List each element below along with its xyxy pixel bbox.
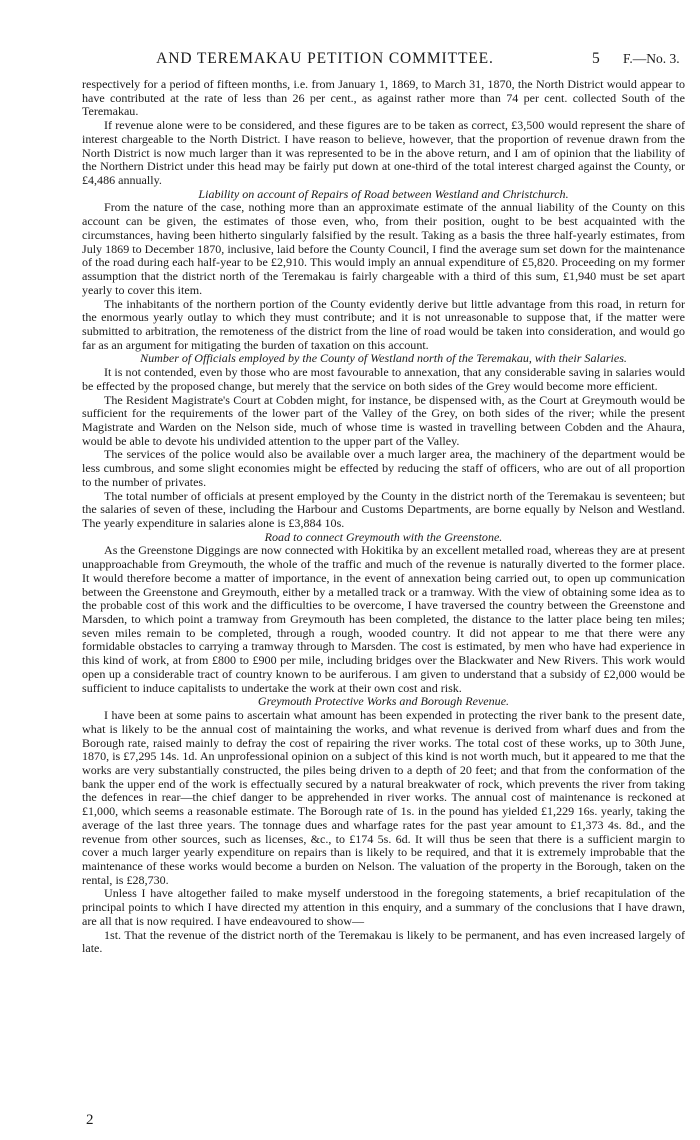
section-heading: Road to connect Greymouth with the Greenstone. xyxy=(264,529,503,544)
paragraph: As the Greenstone Diggings are now connected with Hokitika by an excellent metalled road, whereas they are at present unapproachable from Greymouth, the whole of the traffic and much of the revenue is naturally diverted to the former place. It would therefore become a matter of importance, in the event of annexation being carried out, to open up communication between the Greenstone and Greymouth, either by a metalled track or a tramway. With the view of obtaining some idea as to the probable cost of this work and the difficulties to be overcome, I have traversed the country between the Greenstone and Marsden, to which point a tramway from Greymouth has been completed, the distance to the latter place being ten miles; seven miles remain to be completed, through a rough, wooded country. It did not appear to me that there were any formidable obstacles to carrying a tramway through to Marsden. The cost is estimated, by men who have had experience in this kind of work, at from £800 to £900 per mile, including bridges over the Blackwater and New Rivers. This work would open up a considerable tract of country known to be auriferous. I am given to understand that a subsidy of £2,000 would be sufficient to induce capitalists to undertake the work at their own cost and risk. xyxy=(82,543,685,695)
running-title: AND TEREMAKAU PETITION COMMITTEE. xyxy=(156,50,494,67)
paragraph: 1st. That the revenue of the district north of the Teremakau is likely to be permanent, and has even increased largely of late. xyxy=(82,927,685,956)
paragraph: I have been at some pains to ascertain what amount has been expended in protecting the river bank to the present date, what is likely to be the annual cost of maintaining the works, and what revenue is derived from wharf dues and from the Borough rate, raised mainly to defray the cost of repairing the river works. The total cost of these works, up to 30th June, 1870, is £7,295 14s. 1d. An unprofessional opinion on a subject of this kind is not worth much, but it appeared to me that the works are very substantially constructed, the piles being driven to a depth of 20 feet; and that from the conformation of the bank the upper end of the work is effectually secured by a natural breakwater of rock, which prevents the river from taking the defences in rear—the chief danger to be apprehended in river works. The annual cost of maintenance is reckoned at £1,000, which seems a reasonable estimate. The Borough rate of 1s. in the pound has yielded £1,229 16s. yearly, taking the average of the last three years. The tonnage dues and wharfage rates for the past year amount to £1,373 4s. 8d., and the revenue from other sources, such as licenses, &c., to £174 5s. 6d. It will thus be seen that there is a sufficient margin to cover a much larger yearly expenditure on repairs than is likely to be required, and that it is extremely improbable that the maintenance of these works would become a burden on Nelson. The valuation of the property in the Borough, taken on the rental, is £28,730. xyxy=(82,708,685,887)
paragraph: The total number of officials at present employed by the County in the district north of the Teremakau is seventeen; but the salaries of seven of these, including the Harbour and Customs Departments, are borne equally by Nelson and Westland. The yearly expenditure in salaries alone is £3,884 10s. xyxy=(82,488,685,530)
section-heading: Number of Officials employed by the County of Westland north of the Teremakau, with their Salaries. xyxy=(140,351,627,366)
paragraph: The services of the police would also be available over a much larger area, the machinery of the department would be less cumbrous, and some slight economies might be effected by reducing the staff of officers, who are out of all proportion to the number of privates. xyxy=(82,447,685,489)
signature-mark: 2 xyxy=(86,1112,94,1128)
report-body xyxy=(82,78,685,956)
paragraph: The inhabitants of the northern portion of the County evidently derive but little advantage from this road, in return for the enormous yearly outlay to which they must contribute; and it is not unreasonable to suppose that, if the matter were submitted to arbitration, the remoteness of the district from the line of road would be taken into consideration, and would go far as an argument for mitigating the burden of taxation on this account. xyxy=(82,296,685,352)
paragraph: From the nature of the case, nothing more than an approximate estimate of the annual liability of the County on this account can be given, the estimates of those even, who, from their position, ought to be best acquainted with the circumstances, having been hitherto singularly falsified by the result. Taking as a basis the three half-yearly estimates, from July 1869 to December 1870, inclusive, laid before the County Council, I find the average sum set down for the maintenance of the road during each half-year to be £2,910. This would imply an annual expenditure of £5,820. Proceeding on my former assumption that the district north of the Teremakau is fairly chargeable with a third of this sum, £1,940 must be set apart yearly to cover this item. xyxy=(82,200,685,297)
paragraph: Unless I have altogether failed to make myself understood in the foregoing statements, a brief recapitulation of the principal points to which I have directed my attention in this enquiry, and a summary of the conclusions that I have drawn, are all that is now required. I have endeavoured to show— xyxy=(82,886,685,928)
paragraph: If revenue alone were to be considered, and these figures are to be taken as correct, £3,500 would represent the share of interest chargeable to the North District. I have reason to believe, however, that the proportion of revenue drawn from the North District is now much larger than it was represented to be in the above return, and I am of opinion that the liability of the Northern District under this head may be fairly put down at one-third of the total interest charged against the County, or £4,486 annually. xyxy=(82,118,685,188)
paragraph: The Resident Magistrate's Court at Cobden might, for instance, be dispensed with, as the Court at Greymouth would be sufficient for the requirements of the lower part of the Valley of the Grey, on both sides of the river; while the present Magistrate and Warden on the Nelson side, much of whose time is wasted in travelling between Cobden and the Ahaura, would be able to devote his undivided attention to the upper part of the Valley. xyxy=(82,392,685,448)
paragraph: It is not contended, even by those who are most favourable to annexation, that any considerable saving in salaries would be effected by the proposed change, but merely that the service on both sides of the Grey would become more efficient. xyxy=(82,365,685,393)
paper-reference: F.—No. 3. xyxy=(623,51,680,66)
section-heading: Liability on account of Repairs of Road between Westland and Christchurch. xyxy=(198,186,569,201)
page-number: 5 xyxy=(592,50,600,67)
page-header xyxy=(0,50,700,74)
section-heading: Greymouth Protective Works and Borough Revenue. xyxy=(257,694,510,709)
paragraph: respectively for a period of fifteen months, i.e. from January 1, 1869, to March 31, 1870, the North District would appear to have contributed at the rate of less than 26 per cent., as against rather more than 74 per cent. collected South of the Teremakau. xyxy=(82,77,685,119)
